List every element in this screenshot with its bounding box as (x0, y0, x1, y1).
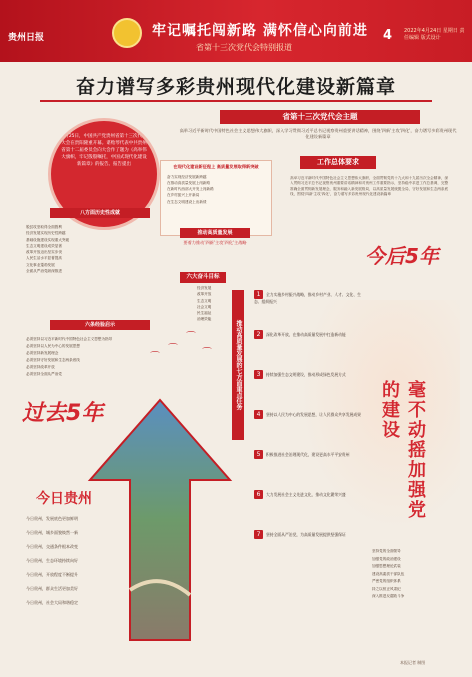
task-item: 5 积极推进社会治理现代化，建设更高水平平安贵州 (254, 450, 364, 490)
masthead (0, 0, 472, 62)
today-item: 今日贵州，生态环境持续向好 (26, 558, 78, 563)
party-emblem-icon (112, 18, 142, 48)
party-item: 严密党的组织体系 (372, 579, 401, 583)
theme-heading: 省第十三次党代会主题 (220, 110, 420, 124)
task-item: 6 大力发展社会主义先进文化，推动文化繁荣兴盛 (254, 490, 364, 530)
achievement-item: 改革开放迈出坚实步伐 (26, 250, 62, 255)
achievement-item: 文化事业蓬勃发展 (26, 262, 55, 267)
task-item: 3 持续加强生态文明建设，推动形成绿色发展方式 (254, 370, 364, 410)
flow-point: 在乡村振兴上开新局 (167, 193, 200, 198)
masthead-meta: 2022年4月24日 星期日 责任编辑 版式设计 (404, 28, 465, 41)
task-item: 4 坚持以人民为中心的发展思想，让人民群众共享发展成果 (254, 410, 364, 450)
party-slogan: 毫不动摇加强党的建设 (379, 380, 426, 520)
achievement-item: 人民生活水平显著提高 (26, 256, 62, 261)
today-item: 今日贵州，城乡面貌焕然一新 (26, 530, 78, 535)
party-item: 深入推进反腐败斗争 (372, 594, 405, 598)
flow-point: 在生态文明建设上出新绩 (167, 199, 207, 204)
work-requirements-body: 高举习近平新时代中国特色社会主义思想伟大旗帜，全面贯彻党的十九大和十九届历次全会精神，深入贯彻习近平总书记视察贵州重要讲话精神和对贵州工作重要指示，坚持稳中求进工作总基调，完整准确全面贯彻新发展理念，服务和融入新发展格局，以高质量发展统揽全局，守好发展和生态两条底线，围绕'四新'主攻'四化'，奋力谱写多彩贵州现代化建设新篇章 (290, 176, 449, 197)
task-item: 2 深化改革开放，在推动高质量发展中打造新动能 (254, 330, 364, 370)
experience-item: 必须坚持以人民为中心的发展思想 (26, 344, 80, 348)
achievement-item: 生态文明建设成效显著 (26, 243, 62, 248)
paper-name: 贵州日报 (8, 33, 45, 43)
guizhou-today-list (26, 512, 136, 610)
six-experiences-list (26, 336, 156, 378)
experience-item: 必须坚持守好发展和生态两条底线 (26, 358, 80, 362)
achievement-item: 经济发展实现历史性跨越 (26, 231, 66, 236)
flow-box-2-title: 推动高质量发展 (180, 228, 250, 238)
masthead-headline: 牢记嘱托闯新路 满怀信心向前进 (152, 23, 368, 39)
page-number: 4 (383, 28, 393, 43)
today-item: 今日贵州，发展底色更加鲜明 (26, 516, 78, 521)
six-experiences-heading: 六条经验启示 (50, 320, 150, 330)
today-item: 今日贵州，群众生活更加美好 (26, 586, 78, 591)
intro-text: 4月25日，中国共产党贵州省第十三次代表大会在贵阳隆重开幕。谌贻琴代表中共贵州省第十二届委员会向大会作了题为《高举伟大旗帜，牢记殷殷嘱托，中国式现代化建设新篇章》的报告。报告提出 (61, 134, 147, 167)
goal-item: 改革开放 (197, 292, 212, 297)
flow-box-1 (160, 160, 272, 236)
today-item: 今日贵州，社会大局和谐稳定 (26, 600, 78, 605)
credit-line: 本报记者 制图 (400, 660, 426, 665)
goal-item: 社会文明 (197, 304, 212, 309)
flow-point: 在新时代西部大开发上闯新路 (167, 187, 214, 192)
six-goals-title: 六大奋斗目标 (180, 272, 226, 283)
party-item: 建设高素质干部队伍 (372, 571, 405, 576)
bird-icon: ⌒ (202, 348, 212, 359)
flow-point: 在推动高质量发展上闯新路 (167, 180, 211, 185)
party-item: 坚持党的全面领导 (372, 549, 401, 553)
achievement-item: 基础设施建设实现重大突破 (26, 237, 70, 242)
past-five-years-label: 过去5年 (22, 401, 104, 426)
bird-icon: ⌒ (168, 344, 178, 355)
theme-body: 高举习近平新时代中国特色社会主义思想伟大旗帜，深入学习贯彻习近平总书记视察贵州重要讲话精神，围绕'四新'主攻'四化'，奋力谱写多彩贵州现代化建设新篇章 (179, 128, 457, 139)
next-five-years-label: 今后5年 (365, 244, 439, 268)
flow-box-2-text: 要着力推动'四新'主攻'四化'主战略 (183, 240, 247, 245)
seven-tasks-vertical-label: 推动高质量发展的七方面重点任务 (232, 290, 244, 440)
today-item: 今日贵州，交通条件根本改变 (26, 544, 78, 549)
experience-item: 必须坚持以习近平新时代中国特色社会主义思想为指导 (26, 337, 113, 341)
goal-item: 经济发展 (197, 286, 212, 290)
party-building-list (372, 548, 462, 601)
masthead-subheadline: 省第十三次党代会特别报道 (196, 43, 292, 52)
flow-point: 奋力实现经济发展新跨越 (167, 174, 207, 179)
today-item: 今日贵州，开放程度不断提升 (26, 572, 78, 577)
eight-achievements-list (26, 224, 156, 274)
seven-tasks-list (254, 290, 364, 570)
achievement-item: 全面从严治党纵深推进 (26, 269, 62, 274)
task-item: 7 坚持全面从严治党，为高质量发展提供坚强保证 (254, 530, 364, 570)
goal-item: 生态文明 (197, 298, 212, 303)
title-divider (40, 100, 432, 102)
bird-icon: ⌒ (150, 352, 160, 363)
eight-achievements-heading: 八方面历史性成就 (50, 208, 150, 218)
page-title: 奋力谱写多彩贵州现代化建设新篇章 (75, 76, 396, 98)
party-item: 持之以恒正风肃纪 (372, 586, 401, 591)
goal-item: 治理效能 (197, 317, 212, 322)
goal-item: 民生福祉 (197, 311, 212, 316)
experience-item: 必须坚持全面从严治党 (26, 372, 62, 376)
bird-icon: ⌒ (186, 332, 196, 343)
experience-item: 必须坚持新发展理念 (26, 351, 59, 355)
achievement-item: 脱贫攻坚取得全面胜利 (26, 225, 62, 229)
party-item: 加强党的政治建设 (372, 556, 401, 561)
party-item: 加强思想理论武装 (372, 564, 401, 568)
experience-item: 必须坚持改革开放 (26, 365, 55, 369)
guizhou-today-label: 今日贵州 (36, 491, 92, 507)
flow-box-1-title: 在现代化建设新征程上 高质量发展取得新突破 (173, 164, 259, 169)
task-item: 1 全力实施乡村振兴战略，推动乡村产业、人才、文化、生态、组织振兴 (254, 291, 361, 304)
work-requirements-heading: 工作总体要求 (300, 156, 376, 169)
